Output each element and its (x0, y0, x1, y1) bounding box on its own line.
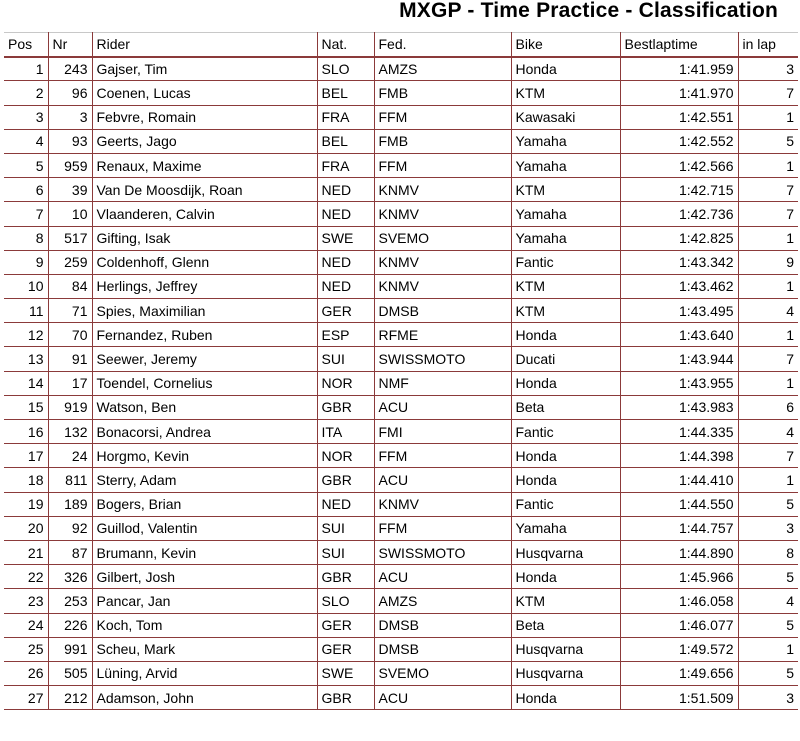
cell-pos: 3 (4, 105, 48, 129)
cell-nat: GER (317, 613, 374, 637)
cell-fed: FMI (374, 420, 511, 444)
cell-nat: BEL (317, 81, 374, 105)
cell-bike: Ducati (511, 347, 620, 371)
cell-fed: AMZS (374, 57, 511, 81)
table-row (4, 250, 798, 274)
cell-nr: 991 (48, 637, 92, 661)
cell-fed: FMB (374, 81, 511, 105)
cell-bike: Honda (511, 468, 620, 492)
cell-bestlaptime: 1:43.462 (620, 274, 738, 298)
cell-in-lap: 7 (738, 202, 798, 226)
cell-bestlaptime: 1:42.715 (620, 178, 738, 202)
cell-nat: NED (317, 178, 374, 202)
cell-in-lap: 5 (738, 492, 798, 516)
cell-in-lap: 1 (738, 274, 798, 298)
table-row (4, 444, 798, 468)
cell-fed: ACU (374, 686, 511, 710)
cell-rider: Scheu, Mark (92, 637, 317, 661)
cell-in-lap: 1 (738, 153, 798, 177)
cell-in-lap: 7 (738, 347, 798, 371)
cell-rider: Coldenhoff, Glenn (92, 250, 317, 274)
cell-in-lap: 9 (738, 250, 798, 274)
cell-bestlaptime: 1:43.955 (620, 371, 738, 395)
cell-nr: 91 (48, 347, 92, 371)
cell-in-lap: 1 (738, 468, 798, 492)
table-row (4, 105, 798, 129)
cell-bestlaptime: 1:44.398 (620, 444, 738, 468)
cell-nat: SWE (317, 661, 374, 685)
cell-rider: Pancar, Jan (92, 589, 317, 613)
cell-in-lap: 5 (738, 661, 798, 685)
cell-bestlaptime: 1:51.509 (620, 686, 738, 710)
cell-bike: Yamaha (511, 202, 620, 226)
table-row (4, 129, 798, 153)
cell-nat: GBR (317, 468, 374, 492)
cell-nr: 959 (48, 153, 92, 177)
cell-rider: Sterry, Adam (92, 468, 317, 492)
cell-bestlaptime: 1:42.825 (620, 226, 738, 250)
cell-fed: SVEMO (374, 226, 511, 250)
cell-rider: Van De Moosdijk, Roan (92, 178, 317, 202)
cell-pos: 16 (4, 420, 48, 444)
cell-bike: Yamaha (511, 129, 620, 153)
cell-fed: FFM (374, 105, 511, 129)
cell-nat: NED (317, 492, 374, 516)
cell-bike: KTM (511, 81, 620, 105)
col-header-nr[interactable]: Nr (48, 33, 92, 57)
cell-rider: Spies, Maximilian (92, 299, 317, 323)
cell-rider: Seewer, Jeremy (92, 347, 317, 371)
cell-in-lap: 5 (738, 613, 798, 637)
col-header-bestlaptime[interactable]: Bestlaptime (620, 33, 738, 57)
cell-fed: AMZS (374, 589, 511, 613)
cell-nr: 10 (48, 202, 92, 226)
cell-bike: Husqvarna (511, 540, 620, 564)
cell-in-lap: 3 (738, 516, 798, 540)
cell-rider: Renaux, Maxime (92, 153, 317, 177)
table-row (4, 299, 798, 323)
cell-pos: 27 (4, 686, 48, 710)
cell-in-lap: 5 (738, 565, 798, 589)
cell-fed: FFM (374, 153, 511, 177)
cell-bestlaptime: 1:43.983 (620, 395, 738, 419)
cell-rider: Febvre, Romain (92, 105, 317, 129)
cell-fed: SWISSMOTO (374, 347, 511, 371)
table-row (4, 637, 798, 661)
cell-in-lap: 6 (738, 395, 798, 419)
table-row (4, 153, 798, 177)
cell-nat: GER (317, 637, 374, 661)
cell-bike: Husqvarna (511, 661, 620, 685)
page-title: MXGP - Time Practice - Classification (399, 0, 778, 22)
cell-fed: RFME (374, 323, 511, 347)
cell-fed: ACU (374, 468, 511, 492)
cell-fed: DMSB (374, 637, 511, 661)
cell-rider: Adamson, John (92, 686, 317, 710)
cell-nr: 24 (48, 444, 92, 468)
cell-in-lap: 1 (738, 226, 798, 250)
cell-nat: BEL (317, 129, 374, 153)
cell-bike: KTM (511, 299, 620, 323)
cell-in-lap: 7 (738, 178, 798, 202)
col-header-bike[interactable]: Bike (511, 33, 620, 57)
cell-fed: KNMV (374, 202, 511, 226)
header-row (4, 33, 798, 57)
cell-pos: 20 (4, 516, 48, 540)
cell-pos: 13 (4, 347, 48, 371)
cell-nr: 96 (48, 81, 92, 105)
table-row (4, 57, 798, 81)
cell-bestlaptime: 1:44.757 (620, 516, 738, 540)
cell-nat: FRA (317, 153, 374, 177)
table-row (4, 347, 798, 371)
cell-rider: Gifting, Isak (92, 226, 317, 250)
table-row (4, 565, 798, 589)
cell-nat: SUI (317, 516, 374, 540)
cell-bike: Fantic (511, 420, 620, 444)
cell-bestlaptime: 1:49.572 (620, 637, 738, 661)
cell-bike: Beta (511, 613, 620, 637)
cell-nat: NED (317, 202, 374, 226)
cell-bike: Yamaha (511, 226, 620, 250)
cell-in-lap: 1 (738, 371, 798, 395)
cell-pos: 5 (4, 153, 48, 177)
cell-bike: Fantic (511, 250, 620, 274)
cell-fed: SVEMO (374, 661, 511, 685)
cell-nr: 505 (48, 661, 92, 685)
cell-nr: 259 (48, 250, 92, 274)
cell-in-lap: 1 (738, 105, 798, 129)
table-row (4, 589, 798, 613)
cell-nat: GBR (317, 395, 374, 419)
cell-nat: SLO (317, 589, 374, 613)
table-row (4, 686, 798, 710)
cell-fed: ACU (374, 395, 511, 419)
cell-rider: Guillod, Valentin (92, 516, 317, 540)
cell-fed: KNMV (374, 274, 511, 298)
cell-bike: Honda (511, 323, 620, 347)
table-row (4, 81, 798, 105)
cell-fed: FMB (374, 129, 511, 153)
cell-rider: Gilbert, Josh (92, 565, 317, 589)
table-row (4, 492, 798, 516)
cell-rider: Vlaanderen, Calvin (92, 202, 317, 226)
cell-bike: Husqvarna (511, 637, 620, 661)
cell-rider: Toendel, Cornelius (92, 371, 317, 395)
cell-nr: 84 (48, 274, 92, 298)
cell-nat: NED (317, 250, 374, 274)
table-row (4, 202, 798, 226)
cell-bestlaptime: 1:42.552 (620, 129, 738, 153)
cell-nr: 226 (48, 613, 92, 637)
cell-nr: 92 (48, 516, 92, 540)
cell-pos: 2 (4, 81, 48, 105)
cell-bike: Fantic (511, 492, 620, 516)
cell-bestlaptime: 1:43.342 (620, 250, 738, 274)
cell-bestlaptime: 1:46.077 (620, 613, 738, 637)
table-row (4, 661, 798, 685)
cell-bestlaptime: 1:44.890 (620, 540, 738, 564)
cell-bestlaptime: 1:45.966 (620, 565, 738, 589)
cell-pos: 8 (4, 226, 48, 250)
cell-fed: SWISSMOTO (374, 540, 511, 564)
cell-pos: 4 (4, 129, 48, 153)
cell-nr: 71 (48, 299, 92, 323)
cell-fed: FFM (374, 516, 511, 540)
cell-pos: 9 (4, 250, 48, 274)
cell-bestlaptime: 1:43.495 (620, 299, 738, 323)
cell-bestlaptime: 1:43.640 (620, 323, 738, 347)
cell-nat: GER (317, 299, 374, 323)
cell-bestlaptime: 1:46.058 (620, 589, 738, 613)
cell-bike: KTM (511, 589, 620, 613)
table-row (4, 178, 798, 202)
table-row (4, 540, 798, 564)
cell-pos: 23 (4, 589, 48, 613)
cell-bike: Honda (511, 371, 620, 395)
cell-bestlaptime: 1:49.656 (620, 661, 738, 685)
table-row (4, 516, 798, 540)
cell-bike: KTM (511, 178, 620, 202)
cell-nat: NOR (317, 444, 374, 468)
cell-fed: FFM (374, 444, 511, 468)
cell-nr: 517 (48, 226, 92, 250)
cell-rider: Koch, Tom (92, 613, 317, 637)
cell-nr: 17 (48, 371, 92, 395)
col-header-nat[interactable]: Nat. (317, 33, 374, 57)
cell-nat: NED (317, 274, 374, 298)
cell-bestlaptime: 1:44.550 (620, 492, 738, 516)
cell-bestlaptime: 1:42.566 (620, 153, 738, 177)
cell-nr: 919 (48, 395, 92, 419)
cell-rider: Brumann, Kevin (92, 540, 317, 564)
cell-in-lap: 7 (738, 444, 798, 468)
cell-pos: 25 (4, 637, 48, 661)
cell-nat: SWE (317, 226, 374, 250)
cell-bestlaptime: 1:42.736 (620, 202, 738, 226)
cell-rider: Fernandez, Ruben (92, 323, 317, 347)
table-row (4, 323, 798, 347)
classification-table (4, 32, 798, 710)
cell-fed: KNMV (374, 178, 511, 202)
cell-rider: Horgmo, Kevin (92, 444, 317, 468)
cell-bestlaptime: 1:43.944 (620, 347, 738, 371)
cell-pos: 7 (4, 202, 48, 226)
cell-rider: Lüning, Arvid (92, 661, 317, 685)
cell-pos: 17 (4, 444, 48, 468)
table-row (4, 613, 798, 637)
cell-bestlaptime: 1:44.335 (620, 420, 738, 444)
cell-nat: GBR (317, 565, 374, 589)
cell-in-lap: 3 (738, 57, 798, 81)
cell-pos: 21 (4, 540, 48, 564)
cell-in-lap: 1 (738, 637, 798, 661)
cell-rider: Bogers, Brian (92, 492, 317, 516)
cell-in-lap: 7 (738, 81, 798, 105)
cell-nr: 132 (48, 420, 92, 444)
cell-nat: SUI (317, 540, 374, 564)
cell-nr: 811 (48, 468, 92, 492)
cell-bike: Beta (511, 395, 620, 419)
cell-pos: 11 (4, 299, 48, 323)
cell-nr: 39 (48, 178, 92, 202)
cell-rider: Watson, Ben (92, 395, 317, 419)
cell-pos: 26 (4, 661, 48, 685)
cell-in-lap: 4 (738, 299, 798, 323)
cell-nr: 253 (48, 589, 92, 613)
cell-bike: Honda (511, 444, 620, 468)
cell-nr: 212 (48, 686, 92, 710)
cell-nr: 189 (48, 492, 92, 516)
cell-nr: 326 (48, 565, 92, 589)
table-row (4, 371, 798, 395)
cell-rider: Geerts, Jago (92, 129, 317, 153)
cell-pos: 22 (4, 565, 48, 589)
cell-in-lap: 4 (738, 420, 798, 444)
cell-in-lap: 4 (738, 589, 798, 613)
cell-rider: Gajser, Tim (92, 57, 317, 81)
cell-nr: 243 (48, 57, 92, 81)
cell-pos: 19 (4, 492, 48, 516)
cell-nat: GBR (317, 686, 374, 710)
col-header-pos[interactable]: Pos (4, 33, 48, 57)
cell-fed: ACU (374, 565, 511, 589)
cell-rider: Herlings, Jeffrey (92, 274, 317, 298)
cell-rider: Bonacorsi, Andrea (92, 420, 317, 444)
cell-pos: 18 (4, 468, 48, 492)
cell-fed: NMF (374, 371, 511, 395)
cell-bike: Honda (511, 565, 620, 589)
cell-in-lap: 3 (738, 686, 798, 710)
cell-pos: 10 (4, 274, 48, 298)
cell-pos: 24 (4, 613, 48, 637)
cell-nr: 70 (48, 323, 92, 347)
cell-nat: ESP (317, 323, 374, 347)
cell-bike: Honda (511, 686, 620, 710)
table-row (4, 395, 798, 419)
cell-nat: FRA (317, 105, 374, 129)
col-header-fed[interactable]: Fed. (374, 33, 511, 57)
cell-bike: Honda (511, 57, 620, 81)
cell-bike: Yamaha (511, 153, 620, 177)
col-header-in-lap[interactable]: in lap (738, 33, 798, 57)
cell-bike: Kawasaki (511, 105, 620, 129)
cell-pos: 14 (4, 371, 48, 395)
col-header-rider[interactable]: Rider (92, 33, 317, 57)
cell-bike: KTM (511, 274, 620, 298)
cell-nr: 87 (48, 540, 92, 564)
cell-pos: 6 (4, 178, 48, 202)
cell-bestlaptime: 1:42.551 (620, 105, 738, 129)
cell-in-lap: 5 (738, 129, 798, 153)
table-row (4, 420, 798, 444)
cell-fed: DMSB (374, 299, 511, 323)
cell-bestlaptime: 1:41.970 (620, 81, 738, 105)
cell-bestlaptime: 1:41.959 (620, 57, 738, 81)
cell-fed: DMSB (374, 613, 511, 637)
table-row (4, 468, 798, 492)
cell-bestlaptime: 1:44.410 (620, 468, 738, 492)
cell-nr: 3 (48, 105, 92, 129)
cell-bike: Yamaha (511, 516, 620, 540)
cell-nat: SLO (317, 57, 374, 81)
cell-nat: SUI (317, 347, 374, 371)
cell-pos: 1 (4, 57, 48, 81)
cell-pos: 15 (4, 395, 48, 419)
cell-nat: NOR (317, 371, 374, 395)
cell-fed: KNMV (374, 250, 511, 274)
cell-pos: 12 (4, 323, 48, 347)
table-row (4, 274, 798, 298)
cell-nat: ITA (317, 420, 374, 444)
cell-nr: 93 (48, 129, 92, 153)
cell-rider: Coenen, Lucas (92, 81, 317, 105)
cell-in-lap: 1 (738, 323, 798, 347)
table-row (4, 226, 798, 250)
cell-in-lap: 8 (738, 540, 798, 564)
cell-fed: KNMV (374, 492, 511, 516)
